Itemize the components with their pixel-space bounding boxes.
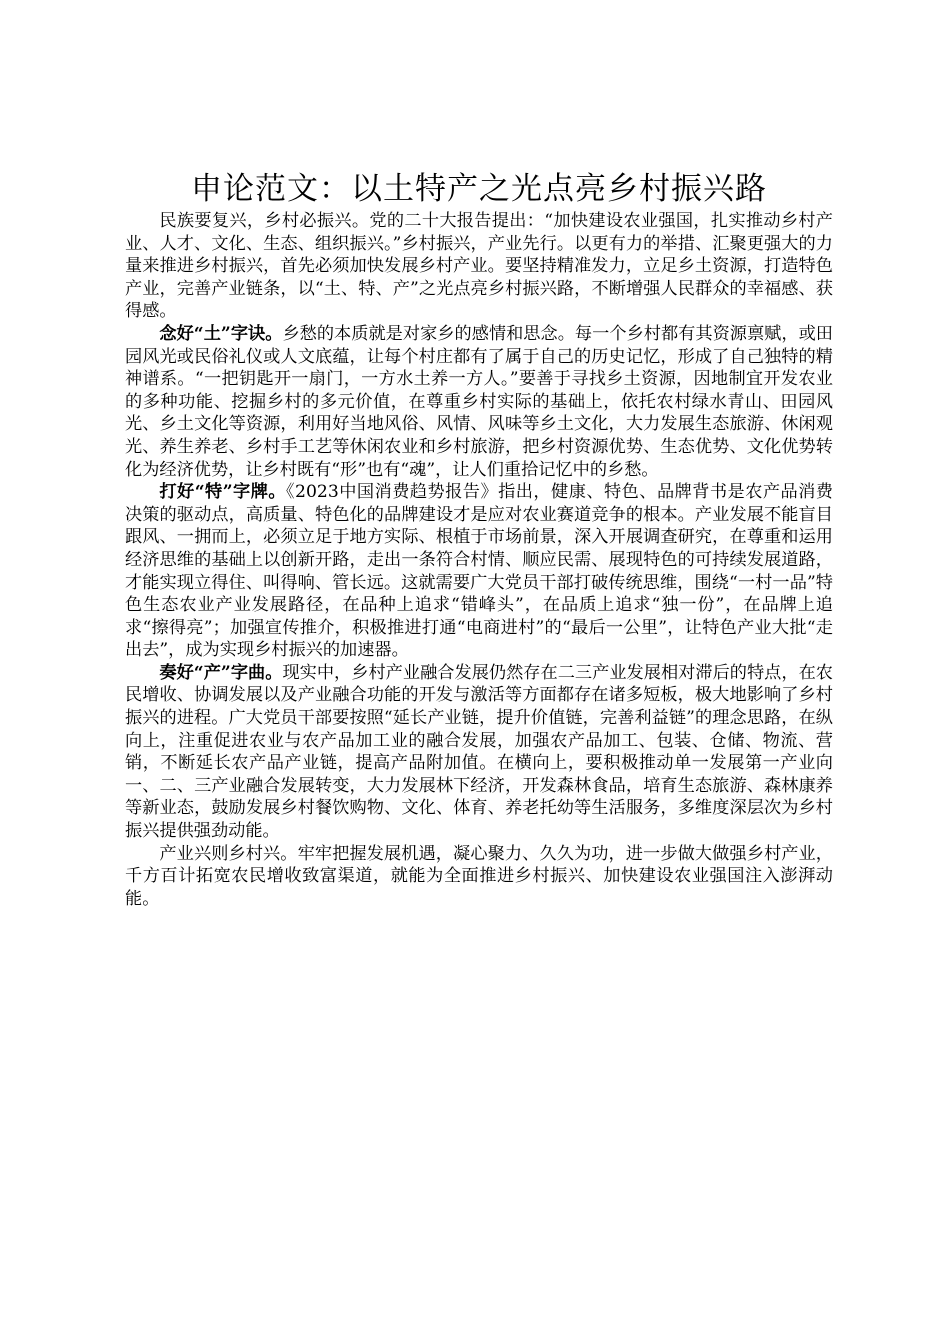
paragraph-text: 民族要复兴，乡村必振兴。党的二十大报告提出：“加快建设农业强国，扎实推动乡村产业、人才、文化、生态、组织振兴。”乡村振兴，产业先行。以更有力的举措、汇聚更强大的力量来推进乡村振兴，首先必须加快发展乡村产业。要坚持精准发力，立足乡土资源，打造特色产业，完善产业链条，以“土、特、产”之光点亮乡村振兴路，不断增强人民群众的幸福感、获得感。: [125, 211, 833, 322]
article: [125, 168, 833, 910]
paragraph-text: 乡愁的本质就是对家乡的感情和思念。每一个乡村都有其资源禀赋，或田园风光或民俗礼仪或人文底蕴，让每个村庄都有了属于自己的历史记忆，形成了自己独特的精神谱系。“一把钥匙开一扇门，一方水土养一方人。”要善于寻找乡土资源，因地制宜开发农业的多种功能、挖掘乡村的多元价值，在尊重乡村实际的基础上，依托农村绿水青山、田园风光、乡土文化等资源，利用好当地风俗、风情、风味等乡土文化，大力发展生态旅游、休闲观光、养生养老、乡村手工艺等休闲农业和乡村旅游，把乡村资源优势、生态优势、文化优势转化为经济优势，让乡村既有“形”也有“魂”，让人们重拾记忆中的乡愁。: [125, 323, 833, 480]
paragraph-lead: 打好“特”字牌。: [159, 482, 286, 503]
paragraph-chan: [125, 662, 833, 843]
paragraph-lead: 念好“土”字诀。: [159, 323, 283, 344]
paragraph-tu: [125, 323, 833, 481]
paragraph-intro: [125, 210, 833, 323]
paragraph-lead: 奏好“产”字曲。: [159, 662, 283, 683]
page-title: 申论范文：以土特产之光点亮乡村振兴路: [191, 171, 767, 207]
paragraph-text: 产业兴则乡村兴。牢牢把握发展机遇，凝心聚力、久久为功，进一步做大做强乡村产业，千方百计拓宽农民增收致富渠道，就能为全面推进乡村振兴、加快建设农业强国注入澎湃动能。: [125, 843, 833, 909]
paragraph-te: [125, 481, 833, 662]
paragraph-text: 现实中，乡村产业融合发展仍然存在二三产业发展相对滞后的特点，在农民增收、协调发展以及产业融合功能的开发与激活等方面都存在诸多短板，极大地影响了乡村振兴的进程。广大党员干部要按照“延长产业链，提升价值链，完善利益链”的理念思路，在纵向上，注重促进农业与农产品加工业的融合发展，加强农产品加工、包装、仓储、物流、营销，不断延长农产品产业链，提高产品附加值。在横向上，要积极推动单一发展第一产业向一、二、三产业融合发展转变，大力发展林下经济，开发森林食品，培育生态旅游、森林康养等新业态，鼓励发展乡村餐饮购物、文化、体育、养老托幼等生活服务，多维度深层次为乡村振兴提供强劲动能。: [125, 662, 833, 842]
paragraph-conclusion: [125, 843, 833, 911]
paragraph-text: 《2023中国消费趋势报告》指出，健康、特色、品牌背书是农产品消费决策的驱动点，高质量、特色化的品牌建设才是应对农业赛道竞争的根本。产业发展不能盲目跟风、一拥而上，必须立足于地方实际、根植于市场前景，深入开展调查研究，在尊重和运用经济思维的基础上以创新开路，走出一条符合村情、顺应民需、展现特色的可持续发展道路，才能实现立得住、叫得响、管长远。这就需要广大党员干部打破传统思维，围绕“一村一品”特色生态农业产业发展路径，在品种上追求“错峰头”，在品质上追求“独一份”，在品牌上追求“擦得亮”；加强宣传推介，积极推进打通“电商进村”的“最后一公里”，让特色产业大批“走出去”，成为实现乡村振兴的加速器。: [125, 482, 833, 661]
